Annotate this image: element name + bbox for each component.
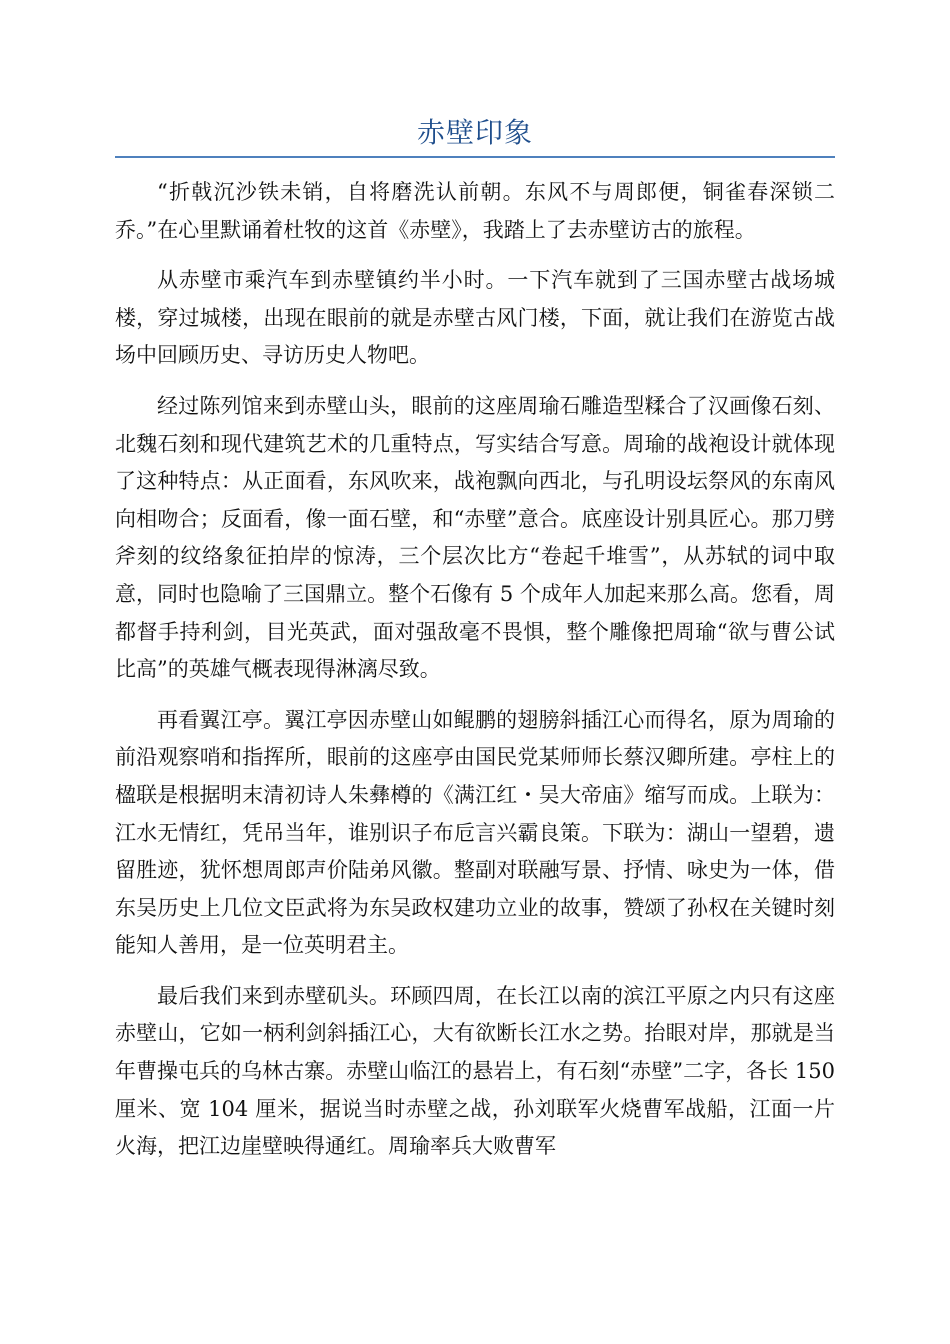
- article-body: [115, 174, 835, 1179]
- page-title: 赤壁印象: [416, 116, 533, 149]
- title-block: [115, 110, 835, 158]
- paragraph-4: 再看翼江亭。翼江亭因赤壁山如鲲鹏的翅膀斜插江心而得名，原为周瑜的前沿观察哨和指挥所，眼前的这座亭由国民党某师师长蔡汉卿所建。亭柱上的楹联是根据明末清初诗人朱彝樽的《满江红・吴大帝庙》缩写而成。上联为：江水无情红，凭吊当年，谁别识子布卮言兴霸良策。下联为：湖山一望碧，遗留胜迹，犹怀想周郎声价陆弟风徽。整副对联融写景、抒情、咏史为一体，借东吴历史上几位文臣武将为东吴政权建功立业的故事，赞颂了孙权在关键时刻能知人善用，是一位英明君主。: [115, 707, 835, 958]
- paragraph-5: 最后我们来到赤壁矶头。环顾四周，在长江以南的滨江平原之内只有这座赤壁山，它如一柄利剑斜插江心，大有欲断长江水之势。抬眼对岸，那就是当年曹操屯兵的乌林古寨。赤壁山临江的悬岩上，有石刻“赤壁”二字，各长 150 厘米、宽 104 厘米，据说当时赤壁之战，孙刘联军火烧曹军战船，江面一片火海，把江边崖壁映得通红。周瑜率兵大败曹军: [115, 983, 835, 1159]
- paragraph-3: 经过陈列馆来到赤壁山头，眼前的这座周瑜石雕造型糅合了汉画像石刻、北魏石刻和现代建筑艺术的几重特点，写实结合写意。周瑜的战袍设计就体现了这种特点：从正面看，东风吹来，战袍飘向西北，与孔明设坛祭风的东南风向相吻合；反面看，像一面石壁，和“赤壁”意合。底座设计别具匠心。那刀劈斧刻的纹络象征拍岸的惊涛，三个层次比方“卷起千堆雪”，从苏轼的词中取意，同时也隐喻了三国鼎立。整个石像有 5 个成年人加起来那么高。您看，周都督手持利剑，目光英武，面对强敌毫不畏惧，整个雕像把周瑜“欲与曹公试比高”的英雄气概表现得淋漓尽致。: [115, 393, 835, 682]
- paragraph-1: “折戟沉沙铁未销，自将磨洗认前朝。东风不与周郎便，铜雀春深锁二乔。”在心里默诵着杜牧的这首《赤壁》，我踏上了去赤壁访古的旅程。: [115, 180, 835, 242]
- paragraph-2: 从赤壁市乘汽车到赤壁镇约半小时。一下汽车就到了三国赤壁古战场城楼，穿过城楼，出现在眼前的就是赤壁古风门楼，下面，就让我们在游览古战场中回顾历史、寻访历史人物吧。: [115, 268, 835, 368]
